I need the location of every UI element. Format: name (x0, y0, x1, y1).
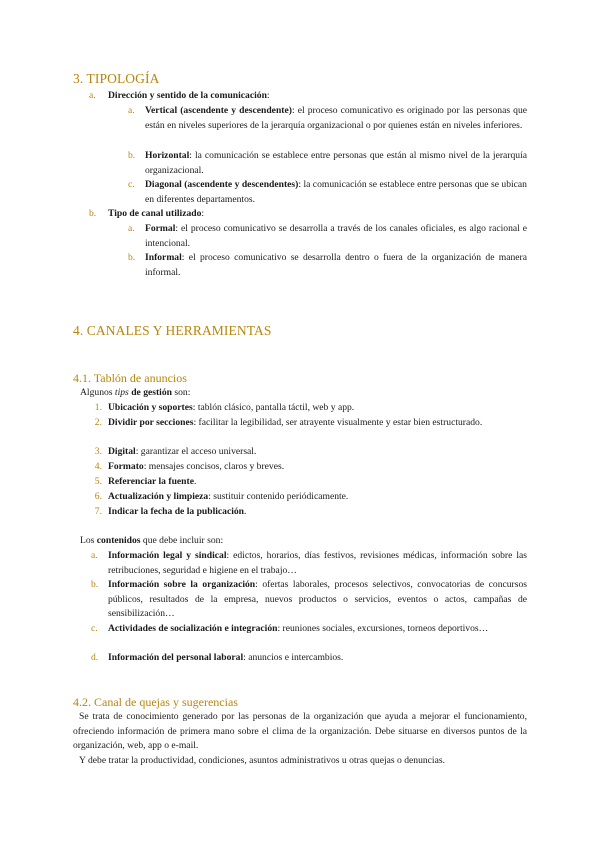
list-marker: d. (91, 652, 99, 663)
content-item-socializacion: Actividades de socialización e integración: reuniones sociales, excursiones, torneos deportivos… (108, 623, 489, 634)
list-marker: b. (128, 252, 136, 263)
list-marker: 3. (94, 446, 102, 457)
section-heading-canales: 4. CANALES Y HERRAMIENTAS (73, 323, 272, 338)
tip-item: Formato: mensajes concisos, claros y breves. (108, 461, 285, 472)
list-item-direccion: Dirección y sentido de la comunicación: (108, 90, 270, 101)
quejas-paragraph-2: Y debe tratar la productividad, condiciones, asuntos administrativos u otras quejas o denuncias. (79, 755, 445, 766)
list-marker: a. (128, 105, 135, 116)
list-marker: c. (91, 623, 98, 634)
section-heading-tipologia: 3. TIPOLOGÍA (73, 71, 160, 86)
list-marker: 2. (94, 417, 102, 428)
tip-item: Dividir por secciones: facilitar la legibilidad, ser atrayente visualmente y estar bien estructurado. (108, 417, 483, 428)
tip-item: Indicar la fecha de la publicación. (108, 506, 247, 517)
list-marker: 5. (94, 476, 102, 487)
list-marker: 1. (94, 402, 102, 413)
list-item-formal: Formal: el proceso comunicativo se desarrolla a través de los canales oficiales, es algo racional e intencional. (145, 223, 527, 249)
list-marker: a. (91, 550, 98, 561)
list-item-vertical: Vertical (ascendente y descendente): el proceso comunicativo es originado por las personas que están en niveles superiores de la jerarquía organizacional o por quienes están en niveles inferiores. (145, 105, 528, 131)
tips-intro: Algunos tips de gestión son: (80, 387, 191, 398)
content-item-legal: Información legal y sindical: edictos, horarios, días festivos, revisiones médicas, información sobre las retribuciones, seguridad e higiene en el trabajo… (108, 550, 527, 576)
quejas-paragraph-1: Se trata de conocimiento generado por las personas de la organización que ayuda a mejorar el funcionamiento, ofreciendo información de primera mano sobre el clima de la organización. Debe situarse en diversos puntos de la organización, web, app o e-mail. (73, 711, 527, 751)
contents-intro: Los contenidos que debe incluir son: (80, 535, 224, 546)
list-item-tipo-canal: Tipo de canal utilizado: (108, 208, 205, 219)
list-marker: b. (89, 208, 97, 219)
subsection-heading-tablon: 4.1. Tablón de anuncios (73, 371, 187, 385)
tip-item: Actualización y limpieza: sustituir contenido periódicamente. (108, 491, 349, 502)
subsection-heading-quejas: 4.2. Canal de quejas y sugerencias (73, 695, 238, 709)
list-marker: 7. (94, 506, 102, 517)
list-marker: b. (91, 579, 99, 590)
list-marker: c. (128, 179, 135, 190)
list-marker: 6. (94, 491, 102, 502)
tip-item: Ubicación y soportes: tablón clásico, pantalla táctil, web y app. (108, 402, 355, 413)
content-item-organizacion: Información sobre la organización: ofertas laborales, procesos selectivos, convocatorias de concursos públicos, resultados de la empresa, nuevos productos o servicios, eventos o actos, campañas de sensibilización… (108, 579, 528, 619)
tip-item: Referenciar la fuente. (108, 476, 197, 487)
list-item-diagonal: Diagonal (ascendente y descendentes): la comunicación se establece entre personas que se ubican en diferentes departamentos. (145, 179, 527, 205)
list-marker: a. (89, 90, 96, 101)
list-marker: b. (128, 150, 136, 161)
tip-item: Digital: garantizar el acceso universal. (108, 446, 257, 457)
list-item-informal: Informal: el proceso comunicativo se desarrolla dentro o fuera de la organización de manera informal. (145, 252, 527, 278)
list-marker: 4. (94, 461, 102, 472)
content-item-personal: Información del personal laboral: anuncios e intercambios. (108, 652, 344, 663)
list-marker: a. (128, 223, 135, 234)
list-item-horizontal: Horizontal: la comunicación se establece entre personas que están al mismo nivel de la jerarquía organizacional. (145, 150, 527, 176)
